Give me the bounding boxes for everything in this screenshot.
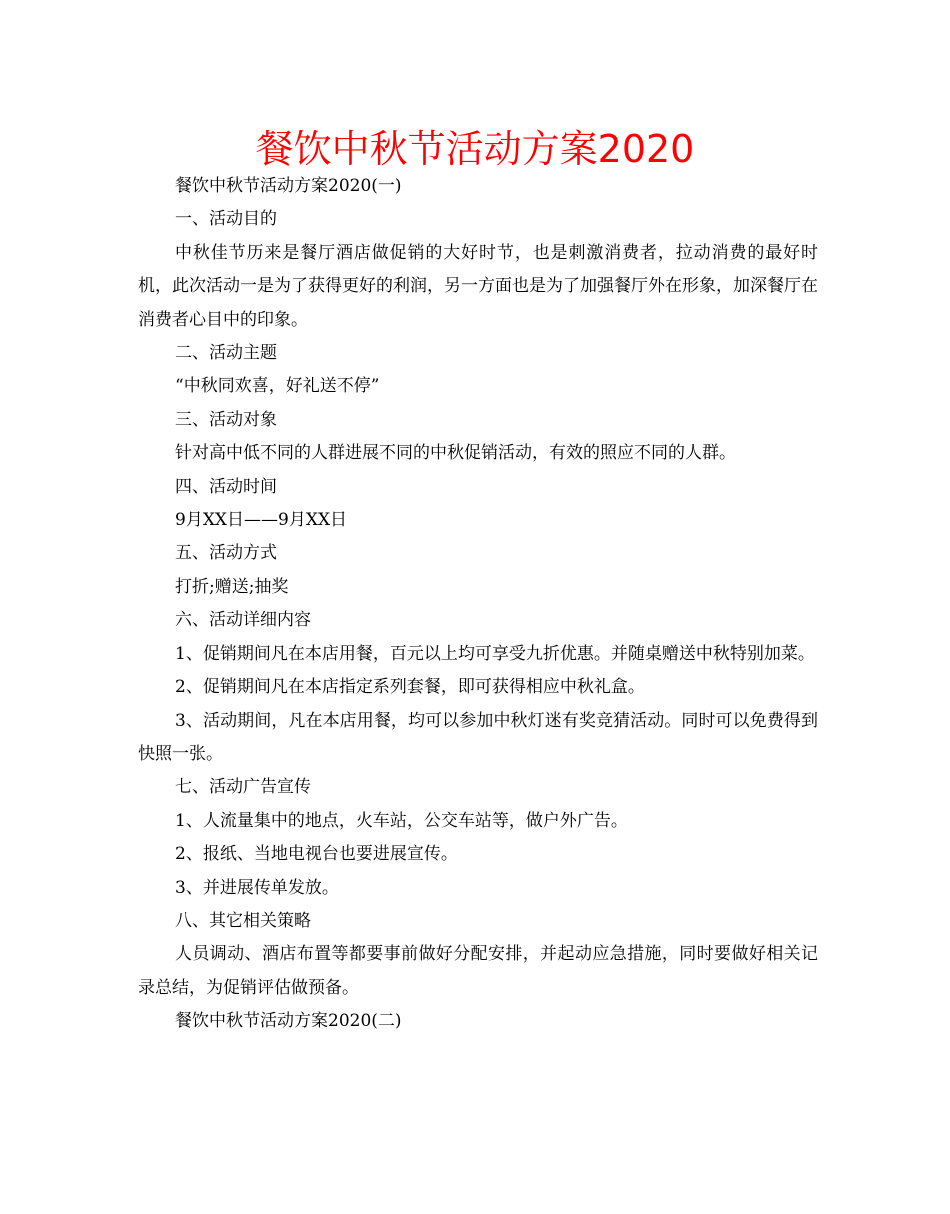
paragraph-activity-target: 针对高中低不同的人群进展不同的中秋促销活动，有效的照应不同的人群。: [175, 443, 736, 464]
paragraph-activity-theme: “中秋同欢喜，好礼送不停”: [175, 376, 380, 397]
list-item-detail-1: 1、促销期间凡在本店用餐，百元以上均可享受九折优惠。并随桌赠送中秋特别加菜。: [175, 643, 815, 664]
heading-activity-theme: 二、活动主题: [175, 343, 277, 364]
heading-other-strategies: 八、其它相关策略: [175, 910, 311, 931]
list-item-advertising-1: 1、人流量集中的地点，火车站，公交车站等，做户外广告。: [175, 810, 628, 831]
list-item-advertising-3: 3、并进展传单发放。: [175, 877, 339, 898]
document-body: [138, 170, 818, 1039]
paragraph-activity-method: 打折;赠送;抽奖: [175, 576, 289, 597]
heading-advertising: 七、活动广告宣传: [175, 777, 311, 798]
list-item-detail-3: 3、活动期间，凡在本店用餐，均可以参加中秋灯迷有奖竞猜活动。同时可以免费得到快照一张。: [138, 710, 818, 764]
heading-activity-details: 六、活动详细内容: [175, 610, 311, 631]
heading-activity-time: 四、活动时间: [175, 476, 277, 497]
paragraph-activity-time: 9月XX日——9月XX日: [175, 510, 348, 531]
document-title: 餐饮中秋节活动方案2020: [255, 127, 695, 171]
list-item-advertising-2: 2、报纸、当地电视台也要进展宣传。: [175, 844, 458, 865]
heading-activity-target: 三、活动对象: [175, 409, 277, 430]
paragraph-activity-purpose: 中秋佳节历来是餐厅酒店做促销的大好时节，也是刺激消费者，拉动消费的最好时机，此次活动一是为了获得更好的利润，另一方面也是为了加强餐厅外在形象，加深餐厅在消费者心目中的印象。: [138, 242, 818, 330]
heading-activity-method: 五、活动方式: [175, 543, 277, 564]
heading-activity-purpose: 一、活动目的: [175, 209, 277, 230]
section-heading-part-one: 餐饮中秋节活动方案2020(一): [175, 176, 402, 196]
section-heading-part-two: 餐饮中秋节活动方案2020(二): [175, 1011, 402, 1032]
list-item-detail-2: 2、促销期间凡在本店指定系列套餐，即可获得相应中秋礼盒。: [175, 677, 645, 698]
paragraph-other-strategies: 人员调动、酒店布置等都要事前做好分配安排，并起动应急措施，同时要做好相关记录总结，为促销评估做预备。: [138, 944, 818, 998]
